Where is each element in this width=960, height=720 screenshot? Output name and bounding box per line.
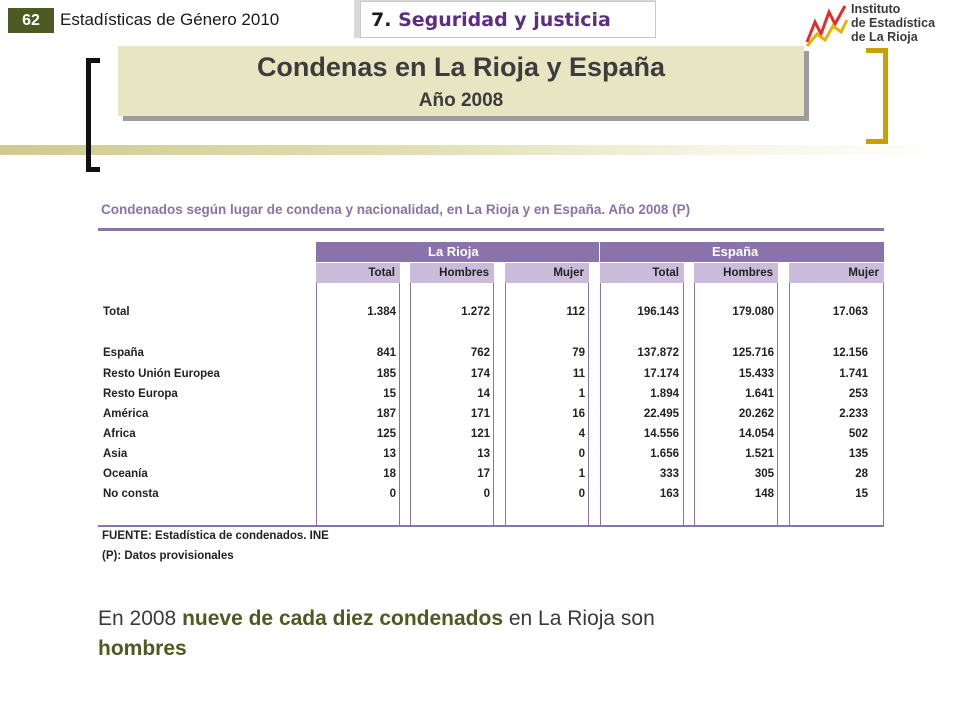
table-cell: 14.556 bbox=[643, 428, 679, 440]
table-cell: 1 bbox=[578, 468, 585, 480]
table-cell: 1.384 bbox=[367, 306, 396, 318]
row-label: América bbox=[103, 408, 149, 420]
row-label: España bbox=[103, 347, 144, 359]
table-cell: 187 bbox=[376, 408, 396, 420]
col-header-rioja-mujer: Mujer bbox=[505, 263, 589, 283]
table-cell: 0 bbox=[578, 488, 585, 500]
table-cell: 1.641 bbox=[745, 388, 774, 400]
table-cell: 1 bbox=[578, 388, 585, 400]
conclusion-highlight-1: nueve de cada diez condenados bbox=[182, 607, 504, 630]
conclusion-part-1: En 2008 bbox=[98, 607, 183, 630]
table-cell: 137.872 bbox=[637, 347, 679, 359]
table-cell: 15 bbox=[855, 488, 868, 500]
table-cell: 18 bbox=[383, 468, 396, 480]
group-header-espana: España bbox=[600, 242, 884, 262]
row-label: No consta bbox=[103, 488, 159, 500]
table-cell: 16 bbox=[572, 408, 585, 420]
table-title: Condenados según lugar de condena y nacionalidad, en La Rioja y en España. Año 2008 (P) bbox=[101, 202, 691, 217]
logo-line-3: de La Rioja bbox=[851, 30, 918, 44]
table-cell: 28 bbox=[855, 468, 868, 480]
table-cell: 163 bbox=[659, 488, 679, 500]
table-cell: 17 bbox=[477, 468, 490, 480]
col-header-espana-hombres: Hombres bbox=[694, 263, 778, 283]
col-header-espana-total: Total bbox=[600, 263, 684, 283]
table-note: (P): Datos provisionales bbox=[102, 550, 234, 562]
conclusion-highlight-2: hombres bbox=[98, 637, 187, 660]
table-cell: 22.495 bbox=[643, 408, 679, 420]
table-cell: 0 bbox=[578, 448, 585, 460]
table-cell: 1.894 bbox=[650, 388, 679, 400]
table-cell: 14.054 bbox=[738, 428, 774, 440]
left-bracket bbox=[86, 58, 100, 172]
publication-title: Estadísticas de Género 2010 bbox=[60, 10, 280, 29]
table-top-rule bbox=[98, 228, 884, 231]
table-cell: 112 bbox=[566, 306, 585, 318]
table-bottom-rule bbox=[98, 525, 884, 527]
row-label: Resto Unión Europea bbox=[103, 368, 220, 380]
col-header-rioja-total: Total bbox=[316, 263, 400, 283]
table-cell: 196.143 bbox=[637, 306, 679, 318]
row-label: Asia bbox=[103, 448, 128, 460]
table-cell: 1.521 bbox=[745, 448, 774, 460]
page-number-badge: 62 bbox=[8, 8, 54, 33]
right-bracket bbox=[866, 48, 888, 144]
table-cell: 17.174 bbox=[643, 368, 679, 380]
logo-line-2: de Estadística bbox=[851, 16, 936, 30]
row-label: Total bbox=[103, 306, 130, 318]
table-cell: 174 bbox=[470, 368, 490, 380]
table-cell: 762 bbox=[470, 347, 490, 359]
table-cell: 125.716 bbox=[732, 347, 774, 359]
section-number: 7. bbox=[371, 9, 392, 31]
decorative-band bbox=[0, 145, 960, 155]
line-chart-logo-icon bbox=[803, 0, 849, 48]
table-cell: 2.233 bbox=[839, 408, 868, 420]
table-cell: 253 bbox=[848, 388, 868, 400]
table-cell: 171 bbox=[470, 408, 490, 420]
table-cell: 13 bbox=[383, 448, 396, 460]
title-box bbox=[118, 46, 804, 116]
table-cell: 185 bbox=[376, 368, 396, 380]
table-cell: 148 bbox=[754, 488, 774, 500]
table-cell: 11 bbox=[572, 368, 585, 380]
row-label: Oceanía bbox=[103, 468, 148, 480]
table-cell: 179.080 bbox=[732, 306, 774, 318]
table-cell: 333 bbox=[659, 468, 679, 480]
table-cell: 1.656 bbox=[650, 448, 679, 460]
table-cell: 0 bbox=[483, 488, 490, 500]
table-cell: 14 bbox=[477, 388, 490, 400]
table-cell: 15 bbox=[383, 388, 396, 400]
col-header-rioja-hombres: Hombres bbox=[410, 263, 494, 283]
table-cell: 4 bbox=[578, 428, 585, 440]
table-cell: 502 bbox=[848, 428, 868, 440]
section-tab bbox=[360, 1, 656, 38]
table-cell: 12.156 bbox=[832, 347, 868, 359]
conclusion-part-3: en La Rioja son bbox=[503, 607, 655, 630]
table-cell: 13 bbox=[477, 448, 490, 460]
section-title: Seguridad y justicia bbox=[398, 9, 611, 31]
row-label: Resto Europa bbox=[103, 388, 178, 400]
table-cell: 841 bbox=[376, 347, 396, 359]
table-cell: 20.262 bbox=[738, 408, 774, 420]
slide-subtitle: Año 2008 bbox=[418, 90, 504, 111]
table-cell: 125 bbox=[376, 428, 396, 440]
table-cell: 79 bbox=[572, 347, 585, 359]
table-cell: 1.272 bbox=[461, 306, 490, 318]
conclusion-text bbox=[98, 604, 858, 664]
table-cell: 305 bbox=[754, 468, 774, 480]
table-source: FUENTE: Estadística de condenados. INE bbox=[102, 530, 329, 542]
table-cell: 17.063 bbox=[832, 306, 868, 318]
table-cell: 15.433 bbox=[738, 368, 774, 380]
col-header-espana-mujer: Mujer bbox=[789, 263, 884, 283]
institute-logo bbox=[803, 0, 955, 48]
logo-line-1: Instituto bbox=[851, 2, 901, 16]
slide-title: Condenas en La Rioja y España bbox=[256, 52, 666, 82]
group-header-la-rioja: La Rioja bbox=[316, 242, 599, 262]
table-cell: 135 bbox=[848, 448, 868, 460]
table-cell: 121 bbox=[470, 428, 490, 440]
table-cell: 1.741 bbox=[839, 368, 868, 380]
row-label: Africa bbox=[103, 428, 136, 440]
table-cell: 0 bbox=[389, 488, 396, 500]
